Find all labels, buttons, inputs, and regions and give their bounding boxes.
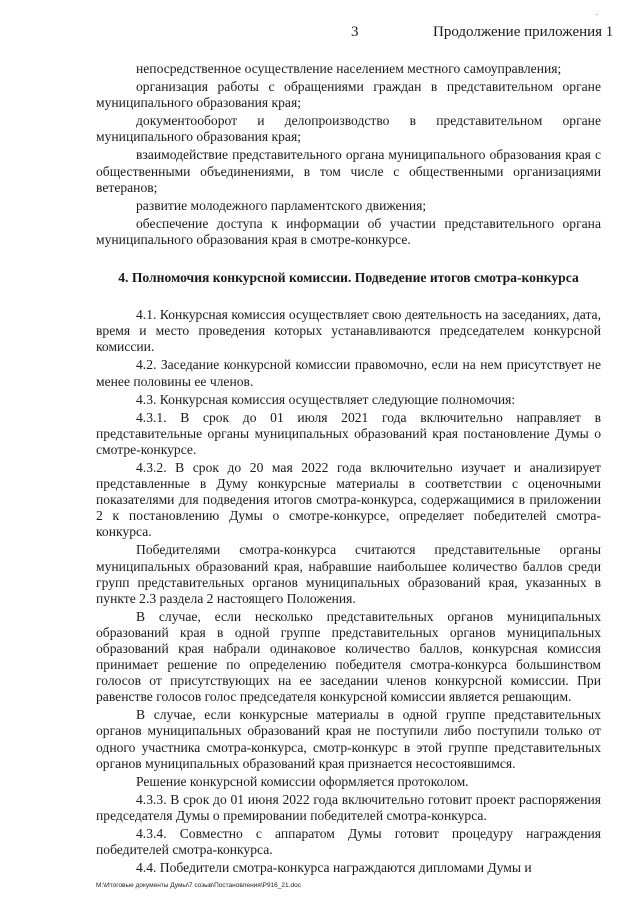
list-item: развитие молодежного парламентского движения; [136, 197, 427, 213]
list-item: организация работы с обращениями граждан в представительном органе муниципального образования края; [96, 79, 601, 111]
paragraph: Решение конкурсной комиссии оформляется протоколом. [136, 773, 469, 789]
file-path-footer: M:\Итоговые документы Думы\7 созыв\Постановления\P916_21.doc [96, 882, 301, 889]
paragraph: В случае, если конкурсные материалы в одной группе представительных органов муниципальных образований края не поступили либо поступили только от одного участника смотра-конкурса, смотр-конкурс в этой группе представительных органов муниципальных образований края признается несостоявшимся. [96, 707, 601, 771]
paragraph: 4.4. Победители смотра-конкурса награждаются дипломами Думы и [136, 860, 532, 876]
list-item: непосредственное осуществление населением местного самоуправления; [136, 61, 562, 76]
paragraph: 4.1. Конкурсная комиссия осуществляет свою деятельность на заседаниях, дата, время и место проведения которых устанавливаются председателем конкурсной комиссии. [96, 307, 601, 355]
paragraph: 4.3.4. Совместно с аппаратом Думы готовит процедуру награждения победителей смотра-конкурса. [96, 826, 601, 858]
paragraph: 4.3.1. В срок до 01 июля 2021 года включительно направляет в представительные органы муниципальных образований края постановление Думы о смотре-конкурсе. [96, 409, 601, 457]
list-item: документооборот и делопроизводство в представительном органе муниципального образования края; [96, 113, 601, 145]
list-item: взаимодействие представительного органа муниципального образования края с общественными объединениями, в том числе с общественными организациями ветеранов; [96, 147, 601, 195]
paragraph: 4.3. Конкурсная комиссия осуществляет следующие полномочия: [136, 391, 516, 407]
list-item: обеспечение доступа к информации об участии представительного органа муниципального образования края в смотре-конкурсе. [96, 215, 601, 247]
paragraph: В случае, если несколько представительных органов муниципальных образований края в одной группе представительных органов муниципальных образований края набрали одинаковое количество баллов, конкурсная комиссия принимает решение по определению победителя смотра-конкурса большинством голосов от присутствующих на ее заседании членов конкурсной комиссии. При равенстве голосов голос председателя конкурсной комиссии является решающим. [96, 608, 601, 705]
paragraph: 4.2. Заседание конкурсной комиссии правомочно, если на нем присутствует не менее половины ее членов. [96, 357, 601, 389]
paragraph: 4.3.3. В срок до 01 июня 2022 года включительно готовит проект распоряжения председателя Думы о премировании победителей смотра-конкурса. [96, 791, 601, 823]
paragraph: 4.3.2. В срок до 20 мая 2022 года включительно изучает и анализирует представленные в Думу конкурсные материалы в соответствии с оценочными показателями для подведения итогов смотра-конкурса, содержащимися в приложении 2 к постановлению Думы о смотре-конкурсе, определяет победителей смотра-конкурса. [96, 459, 601, 540]
document-body [96, 61, 601, 876]
paragraph: Победителями смотра-конкурса считаются представительные органы муниципальных образований края, набравшие наибольшее количество баллов среди групп представительных органов муниципальных образований края, указанных в пункте 2.3 раздела 2 настоящего Положения. [96, 542, 601, 606]
corner-mark: . [596, 8, 598, 17]
section-heading: 4. Полномочия конкурсной комиссии. Подведение итогов смотра-конкурса [118, 270, 579, 286]
appendix-continuation-title: Продолжение приложения 1 [433, 24, 614, 40]
page-number: 3 [351, 24, 359, 40]
